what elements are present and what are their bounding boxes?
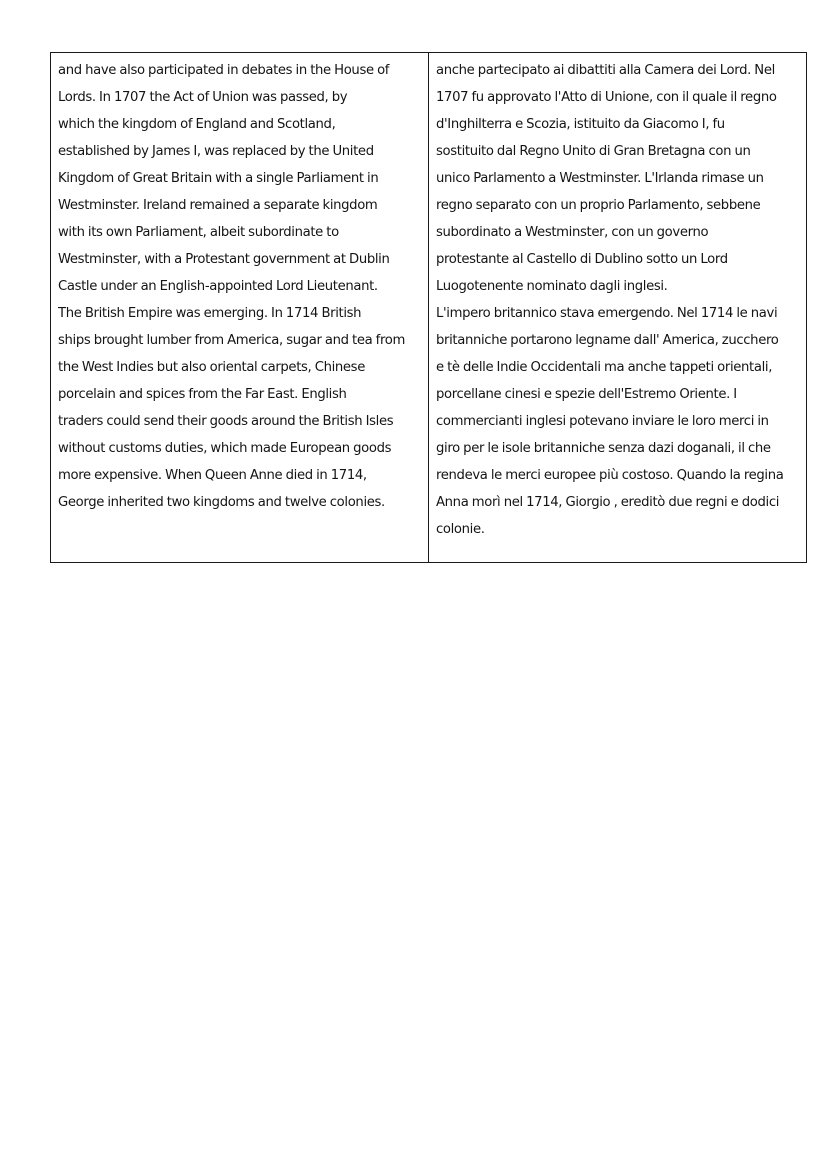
english-line: and have also participated in debates in the House of (58, 63, 390, 78)
english-line: porcelain and spices from the Far East. English (58, 387, 347, 402)
italian-line: d'Inghilterra e Scozia, istituito da Giacomo I, fu (436, 117, 725, 132)
italian-line: protestante al Castello di Dublino sotto un Lord (436, 252, 728, 267)
italian-text-cell (429, 53, 807, 563)
italian-line: subordinato a Westminster, con un governo (436, 225, 709, 240)
italian-line: rendeva le merci europee più costoso. Quando la regina (436, 468, 784, 483)
italian-line: colonie. (436, 522, 485, 537)
english-line: without customs duties, which made European goods (58, 441, 392, 456)
english-line: which the kingdom of England and Scotland, (58, 117, 336, 132)
english-line: Lords. In 1707 the Act of Union was passed, by (58, 90, 348, 105)
english-line: established by James I, was replaced by the United (58, 144, 374, 159)
italian-line: sostituito dal Regno Unito di Gran Bretagna con un (436, 144, 751, 159)
italian-line: Luogotenente nominato dagli inglesi. (436, 279, 668, 294)
table-row (51, 53, 807, 563)
italian-line: porcellane cinesi e spezie dell'Estremo Oriente. I (436, 387, 737, 402)
english-line: Kingdom of Great Britain with a single Parliament in (58, 171, 379, 186)
italian-paragraph (436, 57, 800, 543)
italian-line: giro per le isole britanniche senza dazi doganali, il che (436, 441, 771, 456)
italian-line: commercianti inglesi potevano inviare le loro merci in (436, 414, 769, 429)
english-text-cell (51, 53, 429, 563)
english-line: Westminster, with a Protestant government at Dublin (58, 252, 390, 267)
italian-line: 1707 fu approvato l'Atto di Unione, con il quale il regno (436, 90, 777, 105)
italian-line: anche partecipato ai dibattiti alla Camera dei Lord. Nel (436, 63, 775, 78)
italian-line: Anna morì nel 1714, Giorgio , ereditò due regni e dodici (436, 495, 780, 510)
english-line: Castle under an English-appointed Lord Lieutenant. (58, 279, 378, 294)
italian-line: L'impero britannico stava emergendo. Nel 1714 le navi (436, 306, 778, 321)
italian-line: regno separato con un proprio Parlamento, sebbene (436, 198, 761, 213)
english-line: the West Indies but also oriental carpets, Chinese (58, 360, 365, 375)
english-paragraph (58, 57, 422, 516)
english-line: with its own Parliament, albeit subordinate to (58, 225, 339, 240)
english-line: The British Empire was emerging. In 1714 British (58, 306, 362, 321)
english-line: more expensive. When Queen Anne died in 1714, (58, 468, 367, 483)
english-line: Westminster. Ireland remained a separate kingdom (58, 198, 378, 213)
italian-line: britanniche portarono legname dall' America, zucchero (436, 333, 779, 348)
english-line: George inherited two kingdoms and twelve colonies. (58, 495, 385, 510)
italian-line: unico Parlamento a Westminster. L'Irlanda rimase un (436, 171, 764, 186)
italian-line: e tè delle Indie Occidentali ma anche tappeti orientali, (436, 360, 773, 375)
english-line: traders could send their goods around the British Isles (58, 414, 394, 429)
english-line: ships brought lumber from America, sugar and tea from (58, 333, 405, 348)
bilingual-translation-table (50, 52, 807, 563)
